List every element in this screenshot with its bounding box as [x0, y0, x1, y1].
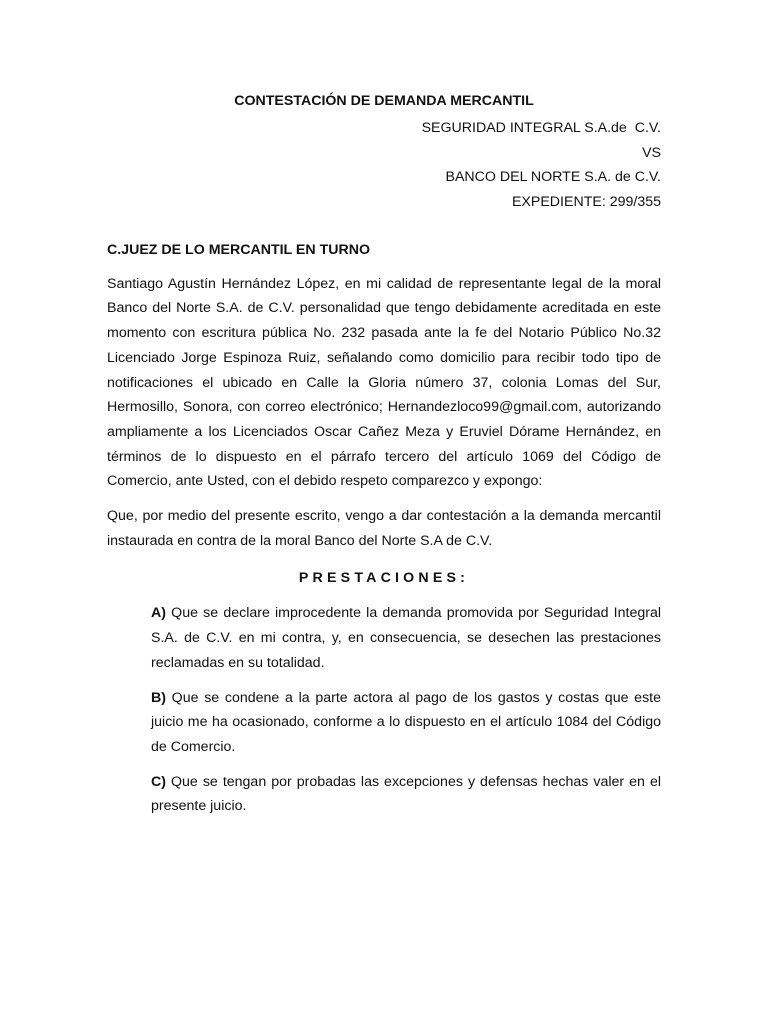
- item-letter: C): [151, 773, 166, 790]
- versus-label: VS: [642, 144, 661, 161]
- list-item: [151, 601, 661, 675]
- file-number: EXPEDIENTE: 299/355: [511, 194, 661, 211]
- plaintiff-name: SEGURIDAD INTEGRAL S.A.de C.V.: [421, 120, 661, 136]
- item-letter: A): [151, 605, 166, 622]
- item-text: Que se condene a la parte actora al pago de los gastos y costas que este juicio me ha ocasionado, conforme a lo dispuesto en el artículo 1084 del Código de Comercio.: [151, 689, 661, 755]
- document-title: CONTESTACIÓN DE DEMANDA MERCANTIL: [234, 93, 534, 109]
- item-text: Que se declare improcedente la demanda promovida por Seguridad Integral S.A. de C.V. en mi contra, y, en consecuencia, se desechen las prestaciones reclamadas en su totalidad.: [151, 605, 661, 671]
- item-letter: B): [151, 689, 166, 706]
- item-text: Que se tengan por probadas las excepciones y defensas hechas valer en el presente juicio.: [151, 773, 661, 815]
- intro-paragraph: Santiago Agustín Hernández López, en mi calidad de representante legal de la moral Banco del Norte S.A. de C.V. personalidad que tengo debidamente acreditada en este momento con escritura pública No. 232 pasada ante la fe del Notario Público No.32 Licenciado Jorge Espinoza Ruiz, señalando como domicilio para recibir todo tipo de notificaciones el ubicado en Calle la Gloria número 37, colonia Lomas del Sur, Hermosillo, Sonora, con correo electrónico; Hernandezloco99@gmail.com, autorizando ampliamente a los Licenciados Oscar Cañez Meza y Eruviel Dórame Hernández, en términos de lo dispuesto en el párrafo tercero del artículo 1069 del Código de Comercio, ante Usted, con el debido respeto comparezco y expongo:: [107, 275, 661, 490]
- parties-block: [107, 116, 661, 215]
- addressee-heading: C.JUEZ DE LO MERCANTIL EN TURNO: [107, 241, 371, 258]
- defendant-name: BANCO DEL NORTE S.A. de C.V.: [445, 169, 661, 186]
- list-item: [151, 686, 661, 760]
- second-paragraph: Que, por medio del presente escrito, vengo a dar contestación a la demanda mercantil instaurada en contra de la moral Banco del Norte S.A de C.V.: [107, 508, 661, 549]
- prestaciones-list: [151, 601, 661, 819]
- document-page: [107, 86, 661, 819]
- section-title-prestaciones: PRESTACIONES:: [298, 570, 470, 587]
- list-item: [151, 770, 661, 819]
